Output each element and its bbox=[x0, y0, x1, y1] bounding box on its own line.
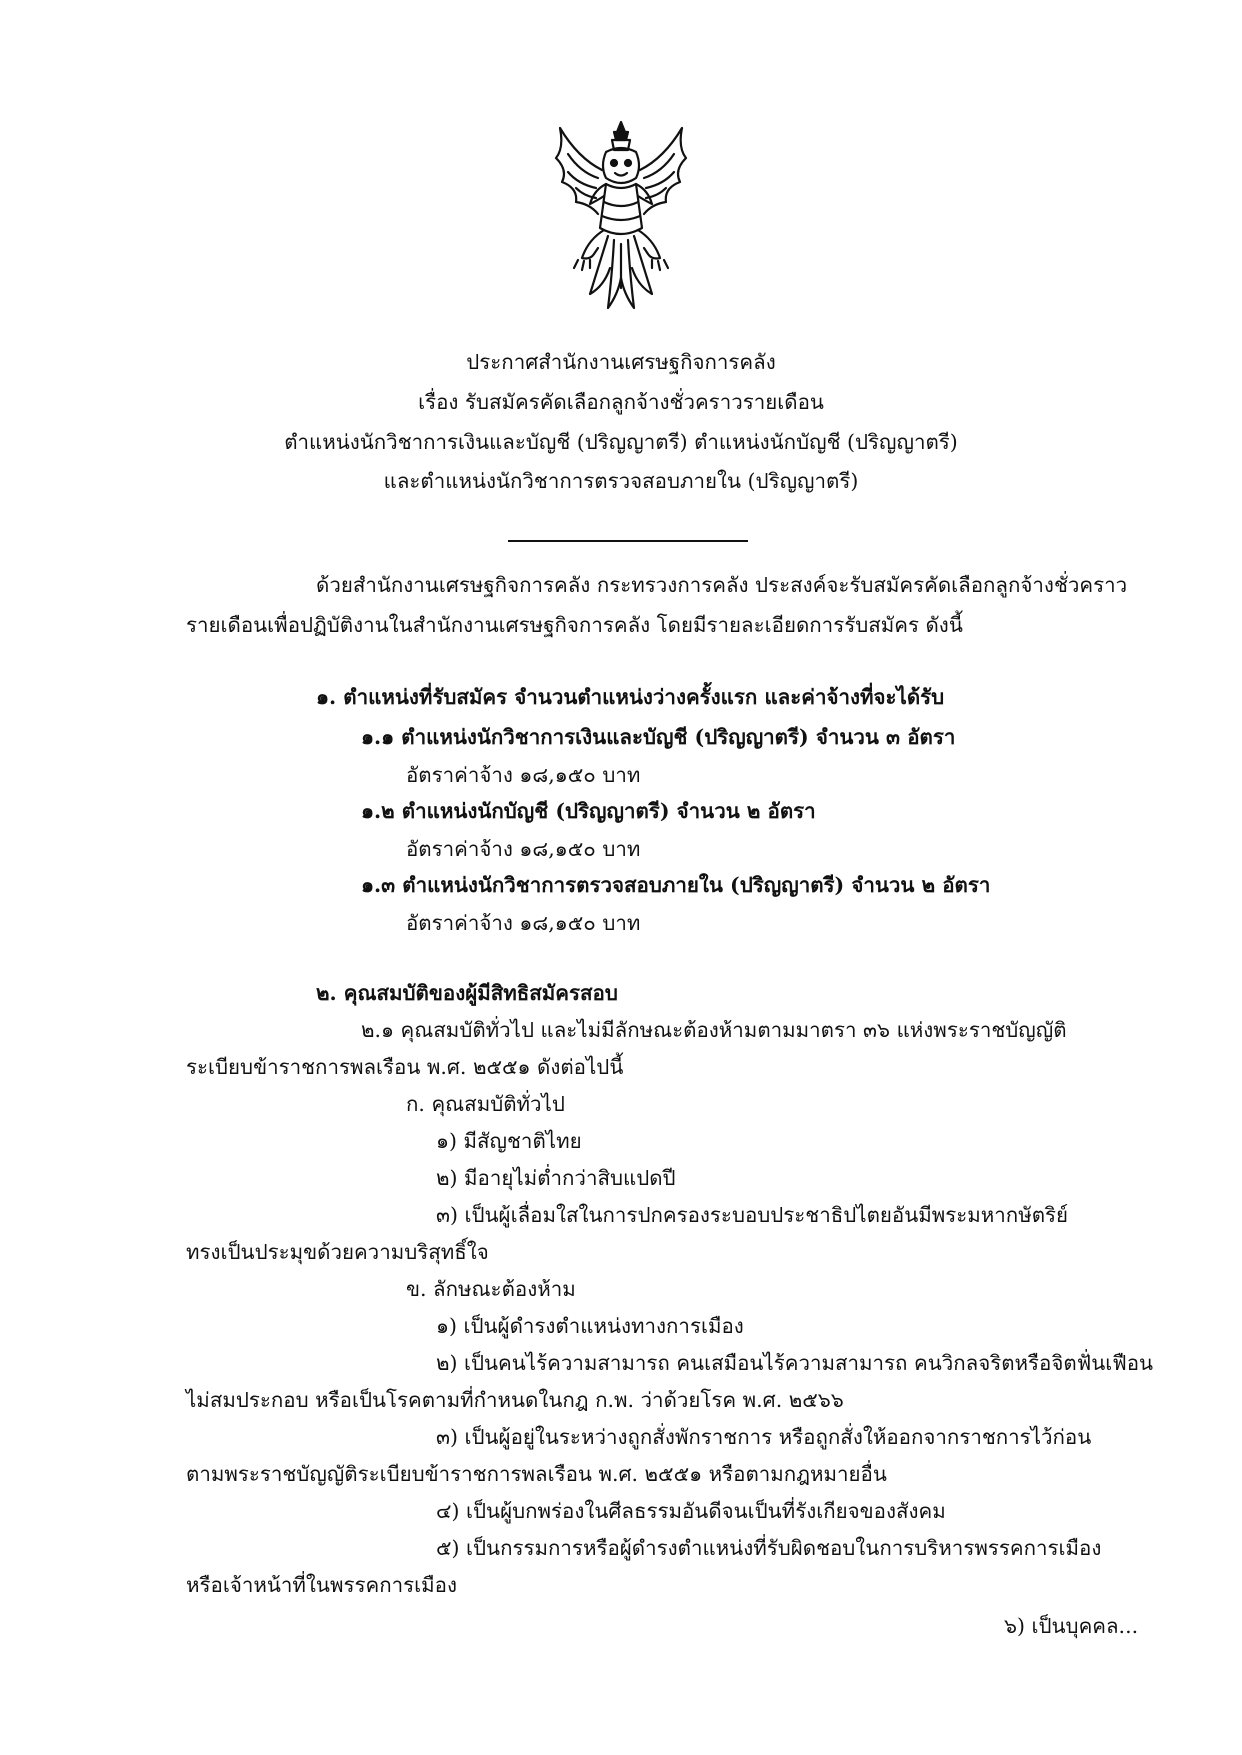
list-item: ๑) มีสัญชาติไทย bbox=[436, 1129, 582, 1153]
qualification-paragraph: ๒.๑ คุณสมบัติทั่วไป และไม่มีลักษณะต้องห้ามตามมาตรา ๓๖ แห่งพระราชบัญญัติ bbox=[361, 1018, 1067, 1042]
general-qualifications-heading: ก. คุณสมบัติทั่วไป bbox=[406, 1092, 565, 1116]
position-item-wage: อัตราค่าจ้าง ๑๘,๑๕๐ บาท bbox=[406, 911, 641, 935]
page-continuation: ๖) เป็นบุคคล... bbox=[1004, 1614, 1139, 1638]
prohibited-characteristics-heading: ข. ลักษณะต้องห้าม bbox=[406, 1277, 576, 1301]
announcement-subject: เรื่อง รับสมัครคัดเลือกลูกจ้างชั่วคราวรายเดือน bbox=[418, 390, 824, 414]
list-item: ๓) เป็นผู้เลื่อมใสในการปกครองระบอบประชาธิปไตยอันมีพระมหากษัตริย์ bbox=[436, 1203, 1069, 1227]
announcement-positions-line: และตำแหน่งนักวิชาการตรวจสอบภายใน (ปริญญาตรี) bbox=[383, 469, 859, 493]
intro-paragraph: ด้วยสำนักงานเศรษฐกิจการคลัง กระทรวงการคลัง ประสงค์จะรับสมัครคัดเลือกลูกจ้างชั่วคราว bbox=[316, 573, 1128, 597]
list-item: ๓) เป็นผู้อยู่ในระหว่างถูกสั่งพักราชการ หรือถูกสั่งให้ออกจากราชการไว้ก่อน bbox=[436, 1425, 1092, 1449]
position-item-title: ๑.๓ ตำแหน่งนักวิชาการตรวจสอบภายใน (ปริญญาตรี) จำนวน ๒ อัตรา bbox=[361, 873, 991, 897]
garuda-emblem-icon bbox=[538, 118, 704, 314]
position-item-wage: อัตราค่าจ้าง ๑๘,๑๕๐ บาท bbox=[406, 837, 641, 861]
intro-paragraph: รายเดือนเพื่อปฏิบัติงานในสำนักงานเศรษฐกิจการคลัง โดยมีรายละเอียดการรับสมัคร ดังนี้ bbox=[186, 613, 963, 637]
list-item: ๑) เป็นผู้ดำรงตำแหน่งทางการเมือง bbox=[436, 1314, 744, 1338]
list-item: ๒) มีอายุไม่ต่ำกว่าสิบแปดปี bbox=[436, 1166, 676, 1190]
qualification-paragraph: ระเบียบข้าราชการพลเรือน พ.ศ. ๒๕๕๑ ดังต่อไปนี้ bbox=[186, 1055, 624, 1079]
title-divider bbox=[508, 540, 748, 542]
position-item-wage: อัตราค่าจ้าง ๑๘,๑๕๐ บาท bbox=[406, 763, 641, 787]
section-2-heading: ๒. คุณสมบัติของผู้มีสิทธิสมัครสอบ bbox=[316, 981, 618, 1005]
announcement-title: ประกาศสำนักงานเศรษฐกิจการคลัง bbox=[466, 350, 776, 374]
list-item-continued: ตามพระราชบัญญัติระเบียบข้าราชการพลเรือน พ.ศ. ๒๕๕๑ หรือตามกฎหมายอื่น bbox=[186, 1462, 887, 1486]
position-item-title: ๑.๒ ตำแหน่งนักบัญชี (ปริญญาตรี) จำนวน ๒ อัตรา bbox=[361, 799, 816, 823]
position-item-title: ๑.๑ ตำแหน่งนักวิชาการเงินและบัญชี (ปริญญาตรี) จำนวน ๓ อัตรา bbox=[361, 725, 956, 749]
list-item: ๔) เป็นผู้บกพร่องในศีลธรรมอันดีจนเป็นที่รังเกียจของสังคม bbox=[436, 1499, 946, 1523]
section-1-heading: ๑. ตำแหน่งที่รับสมัคร จำนวนตำแหน่งว่างครั้งแรก และค่าจ้างที่จะได้รับ bbox=[316, 685, 945, 709]
list-item-continued: หรือเจ้าหน้าที่ในพรรคการเมือง bbox=[186, 1573, 457, 1597]
list-item-continued: ไม่สมประกอบ หรือเป็นโรคตามที่กำหนดในกฎ ก.พ. ว่าด้วยโรค พ.ศ. ๒๕๖๖ bbox=[186, 1388, 844, 1412]
list-item: ๕) เป็นกรรมการหรือผู้ดำรงตำแหน่งที่รับผิดชอบในการบริหารพรรคการเมือง bbox=[436, 1536, 1102, 1560]
announcement-positions-line: ตำแหน่งนักวิชาการเงินและบัญชี (ปริญญาตรี) ตำแหน่งนักบัญชี (ปริญญาตรี) bbox=[284, 430, 958, 454]
list-item-continued: ทรงเป็นประมุขด้วยความบริสุทธิ์ใจ bbox=[186, 1240, 489, 1264]
list-item: ๒) เป็นคนไร้ความสามารถ คนเสมือนไร้ความสามารถ คนวิกลจริตหรือจิตฟั่นเฟือน bbox=[436, 1351, 1154, 1375]
